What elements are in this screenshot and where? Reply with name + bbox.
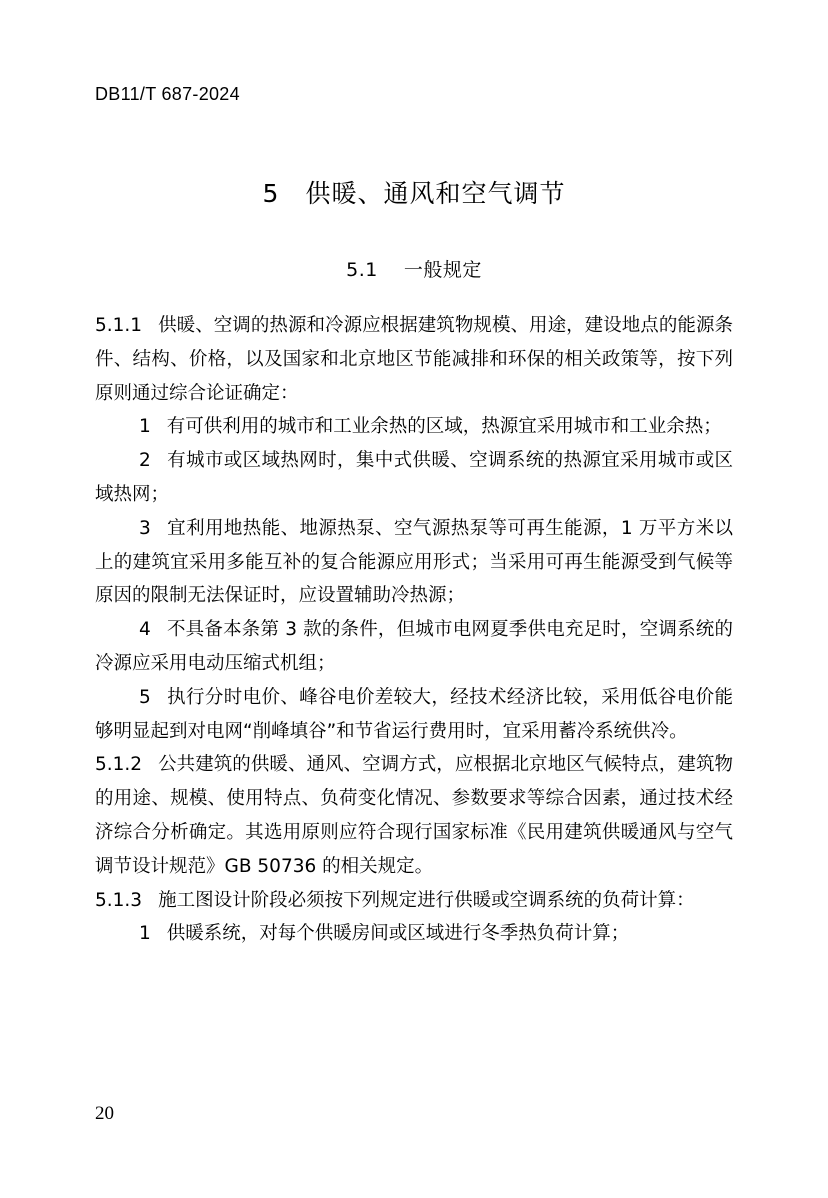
item-number: 1 — [139, 416, 151, 438]
clause-number: 5.1.3 — [95, 889, 143, 911]
chapter-number: 5 — [262, 179, 280, 208]
chapter-title — [0, 174, 828, 210]
list-item — [95, 917, 733, 951]
clause-number: 5.1.1 — [95, 315, 143, 336]
list-item — [95, 512, 733, 613]
clause-text: 供暖、空调的热源和冷源应根据建筑物规模、用途，建设地点的能源条件、结构、价格，以及国家和北京地区节能减排和环保的相关政策等，按下列原则通过综合论证确定： — [95, 315, 733, 404]
page-number: 20 — [95, 1103, 114, 1124]
clause-paragraph — [95, 884, 733, 918]
list-item — [95, 613, 733, 681]
item-text: 宜利用地热能、地源热泵、空气源热泵等可再生能源，1 万平方米以上的建筑宜采用多能互补的复合能源应用形式；当采用可再生能源受到气候等原因的限制无法保证时，应设置辅助冷热源； — [95, 517, 733, 607]
clause-number: 5.1.2 — [95, 754, 143, 776]
section-number: 5.1 — [346, 259, 378, 281]
item-number: 2 — [139, 450, 151, 472]
item-number: 1 — [139, 923, 151, 945]
list-item — [95, 410, 733, 444]
clause-text: 公共建筑的供暖、通风、空调方式，应根据北京地区气候特点，建筑物的用途、规模、使用特点、负荷变化情况、参数要求等综合因素，通过技术经济综合分析确定。其选用原则应符合现行国家标准《民用建筑供暖通风与空气调节设计规范》GB 50736 的相关规定。 — [95, 754, 733, 877]
item-number: 4 — [139, 619, 151, 641]
item-text: 不具备本条第 3 款的条件，但城市电网夏季供电充足时，空调系统的冷源应采用电动压缩式机组； — [95, 619, 733, 674]
item-number: 5 — [139, 686, 151, 708]
item-text: 有可供利用的城市和工业余热的区域，热源宜采用城市和工业余热； — [166, 416, 722, 438]
clause-paragraph — [95, 748, 733, 883]
item-text: 有城市或区域热网时，集中式供暖、空调系统的热源宜采用城市或区域热网； — [95, 450, 733, 505]
clause-paragraph — [95, 309, 733, 410]
standard-code: DB11/T 687-2024 — [95, 84, 240, 104]
chapter-title-text: 供暖、通风和空气调节 — [305, 179, 566, 208]
item-text: 执行分时电价、峰谷电价差较大，经技术经济比较，采用低谷电价能够明显起到对电网“削峰填谷”和节省运行费用时，宜采用蓄冷系统供冷。 — [95, 686, 733, 742]
body-text — [95, 309, 733, 951]
list-item — [95, 444, 733, 512]
list-item — [95, 681, 733, 749]
item-text: 供暖系统，对每个供暖房间或区域进行冬季热负荷计算； — [166, 923, 630, 945]
item-number: 3 — [139, 517, 151, 539]
section-title — [0, 255, 828, 282]
clause-text: 施工图设计阶段必须按下列规定进行供暖或空调系统的负荷计算： — [158, 889, 695, 911]
section-title-text: 一般规定 — [403, 259, 482, 281]
